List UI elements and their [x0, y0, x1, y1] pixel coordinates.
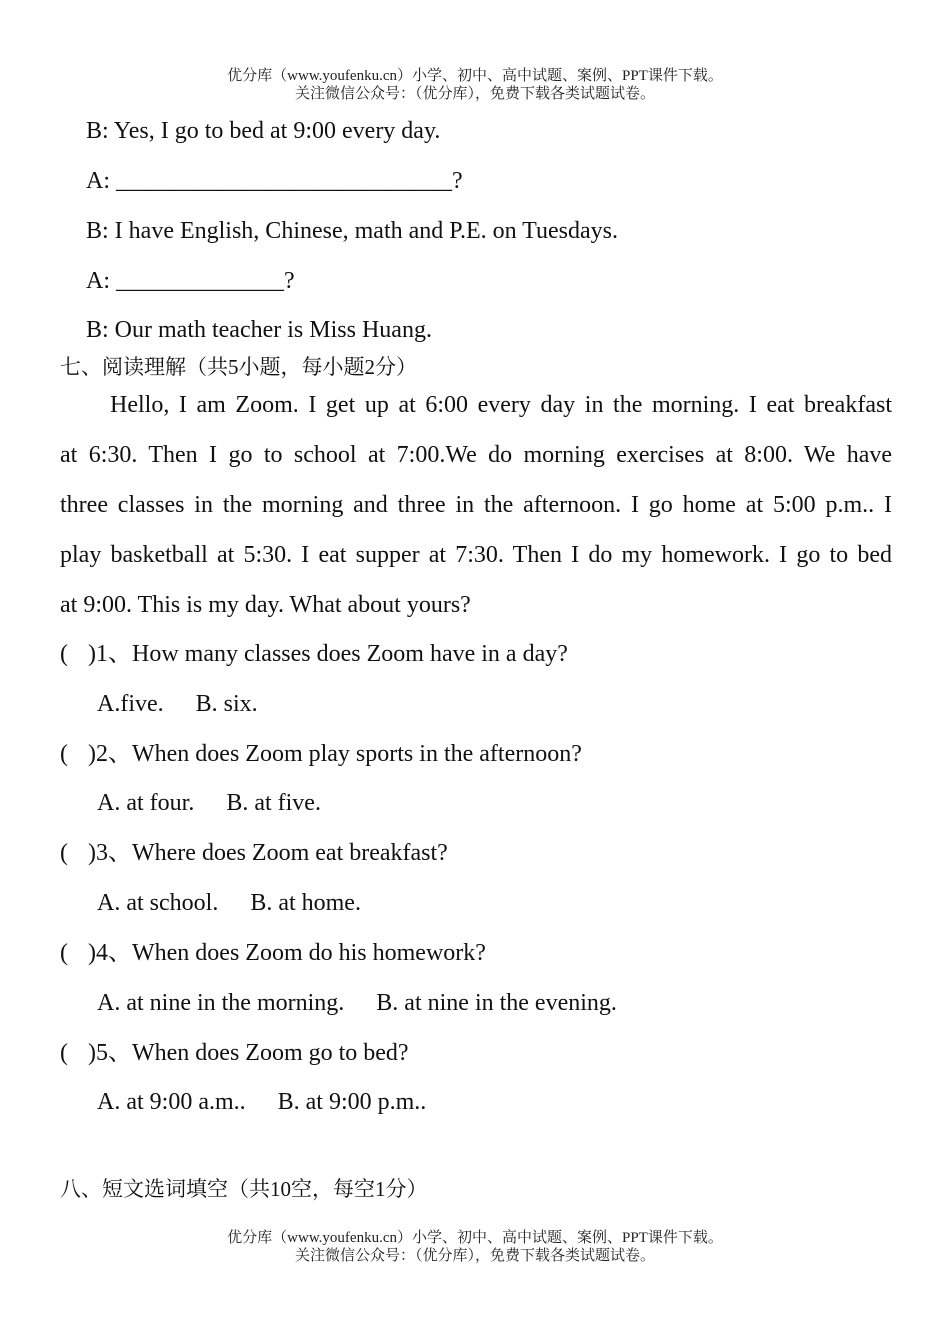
header-line-1: 优分库（www.youfenku.cn）小学、初中、高中试题、案例、PPT课件下载。 [227, 68, 723, 84]
question-text: )3、Where does Zoom eat breakfast? [88, 840, 448, 866]
page-header [0, 67, 950, 103]
dialogue-line-1: B: Yes, I go to bed at 9:00 every day. [86, 118, 441, 144]
passage-line: play basketball at 5:30. I eat supper at 7:30. Then I do my homework. I go to bed [60, 542, 892, 568]
header-line-2: 关注微信公众号：（优分库），免费下载各类试题试卷。 [294, 86, 655, 102]
option-b: B. at five. [226, 790, 321, 816]
option-b: B. six. [195, 691, 258, 717]
passage-line: at 9:00. This is my day. What about yours? [60, 592, 471, 618]
question-4-options [97, 988, 617, 1018]
question-3 [60, 838, 448, 868]
option-a: A. at school. [97, 890, 219, 916]
passage-line: Hello, I am Zoom. I get up at 6:00 every day in the morning. I eat breakfast [110, 392, 892, 418]
option-b: B. at home. [250, 890, 361, 916]
option-a: A.five. [97, 691, 164, 717]
option-b: B. at nine in the evening. [376, 990, 617, 1016]
question-5-options [97, 1087, 426, 1117]
reading-passage [60, 390, 892, 640]
option-a: A. at 9:00 a.m.. [97, 1089, 246, 1115]
answer-bracket[interactable]: ( [60, 641, 68, 667]
footer-line-2: 关注微信公众号：（优分库），免费下载各类试题试卷。 [294, 1248, 655, 1264]
option-b: B. at 9:00 p.m.. [277, 1089, 427, 1115]
dialogue-line-2: A: ____________________________? [86, 168, 463, 194]
question-text: )2、When does Zoom play sports in the afternoon? [88, 741, 582, 767]
question-5 [60, 1038, 409, 1068]
question-4 [60, 938, 486, 968]
answer-bracket[interactable]: ( [60, 1040, 68, 1066]
question-2-options [97, 788, 321, 818]
section-8-title: 八、短文选词填空（共10空，每空1分） [60, 1177, 428, 1201]
page-footer [0, 1229, 950, 1265]
question-text: )5、When does Zoom go to bed? [88, 1040, 409, 1066]
question-text: )1、How many classes does Zoom have in a day? [88, 641, 568, 667]
option-a: A. at four. [97, 790, 195, 816]
passage-line: three classes in the morning and three in the afternoon. I go home at 5:00 p.m.. I [60, 492, 892, 518]
answer-bracket[interactable]: ( [60, 840, 68, 866]
answer-bracket[interactable]: ( [60, 741, 68, 767]
question-2 [60, 739, 582, 769]
section-7-title: 七、阅读理解（共5小题，每小题2分） [60, 355, 417, 379]
answer-bracket[interactable]: ( [60, 940, 68, 966]
dialogue-line-4: A: ______________? [86, 268, 295, 294]
question-1-options [97, 689, 258, 719]
dialogue-line-5: B: Our math teacher is Miss Huang. [86, 317, 432, 343]
option-a: A. at nine in the morning. [97, 990, 345, 1016]
dialogue-line-3: B: I have English, Chinese, math and P.E. on Tuesdays. [86, 218, 618, 244]
question-text: )4、When does Zoom do his homework? [88, 940, 486, 966]
question-3-options [97, 888, 361, 918]
passage-line: at 6:30. Then I go to school at 7:00.We do morning exercises at 8:00. We have [60, 442, 892, 468]
footer-line-1: 优分库（www.youfenku.cn）小学、初中、高中试题、案例、PPT课件下载。 [227, 1230, 723, 1246]
question-1 [60, 639, 568, 669]
